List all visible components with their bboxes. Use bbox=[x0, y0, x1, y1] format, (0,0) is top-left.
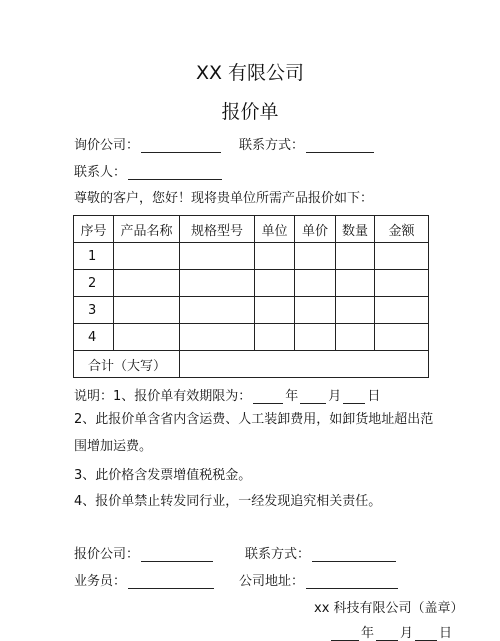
table-cell[interactable] bbox=[295, 324, 336, 351]
salesperson-label: 业务员： bbox=[74, 574, 127, 589]
table-cell[interactable] bbox=[336, 324, 375, 351]
table-cell[interactable] bbox=[295, 243, 336, 270]
table-cell[interactable] bbox=[255, 270, 295, 297]
footer-date-line bbox=[329, 622, 452, 641]
table-cell[interactable] bbox=[114, 270, 180, 297]
table-cell[interactable] bbox=[114, 243, 180, 270]
footer-year-blank[interactable] bbox=[331, 626, 359, 641]
table-cell[interactable] bbox=[255, 324, 295, 351]
footer-contact-method-blank[interactable] bbox=[312, 547, 396, 562]
table-row bbox=[74, 297, 429, 324]
inquiry-company-line bbox=[74, 134, 223, 153]
inquiry-contact-method-label: 联系方式： bbox=[239, 138, 305, 153]
inquiry-contact-method-line bbox=[239, 134, 376, 153]
company-address-label: 公司地址： bbox=[239, 574, 305, 589]
table-row bbox=[74, 270, 429, 297]
header-cell-product-name: 产品名称 bbox=[114, 216, 180, 243]
table-cell[interactable] bbox=[180, 243, 255, 270]
validity-day-blank[interactable] bbox=[343, 389, 365, 404]
table-cell[interactable] bbox=[375, 243, 429, 270]
note-item-2: 2、此报价单含省内含运费、人工装卸费用，如卸货地址超出范围增加运费。 bbox=[74, 412, 434, 454]
table-row bbox=[74, 243, 429, 270]
inquiry-contact-person-label: 联系人： bbox=[74, 165, 127, 180]
footer-contact-method-line bbox=[245, 543, 398, 562]
table-cell[interactable] bbox=[180, 270, 255, 297]
quote-company-line bbox=[74, 543, 215, 562]
row-index-cell: 1 bbox=[74, 243, 114, 270]
table-cell[interactable] bbox=[375, 297, 429, 324]
table-cell[interactable] bbox=[295, 270, 336, 297]
header-cell-index: 序号 bbox=[74, 216, 114, 243]
row-index-cell: 3 bbox=[74, 297, 114, 324]
header-cell-unit: 单位 bbox=[255, 216, 295, 243]
footer-contact-method-label: 联系方式： bbox=[245, 547, 311, 562]
table-cell[interactable] bbox=[114, 297, 180, 324]
salesperson-blank[interactable] bbox=[128, 574, 214, 589]
footer-month-label: 月 bbox=[400, 626, 414, 641]
seal-text: xx 科技有限公司（盖章） bbox=[314, 601, 464, 616]
table-cell[interactable] bbox=[375, 324, 429, 351]
validity-month-blank[interactable] bbox=[300, 389, 326, 404]
table-cell[interactable] bbox=[295, 297, 336, 324]
validity-note-prefix: 说明：1、报价单有效期限为： bbox=[74, 389, 252, 404]
note-item-3: 3、此价格含发票增值税税金。 bbox=[74, 468, 252, 483]
table-row bbox=[74, 324, 429, 351]
greeting-text: 尊敬的客户，您好！现将贵单位所需产品报价如下： bbox=[74, 191, 374, 206]
validity-year-label: 年 bbox=[285, 389, 299, 404]
table-cell[interactable] bbox=[375, 270, 429, 297]
quote-company-blank[interactable] bbox=[141, 547, 213, 562]
company-address-blank[interactable] bbox=[306, 574, 398, 589]
validity-day-label: 日 bbox=[367, 389, 381, 404]
inquiry-company-blank[interactable] bbox=[141, 138, 221, 153]
table-cell[interactable] bbox=[114, 324, 180, 351]
footer-year-label: 年 bbox=[361, 626, 375, 641]
quote-table bbox=[73, 215, 429, 378]
row-index-cell: 4 bbox=[74, 324, 114, 351]
table-cell[interactable] bbox=[255, 243, 295, 270]
table-cell[interactable] bbox=[336, 297, 375, 324]
footer-day-label: 日 bbox=[439, 626, 453, 641]
header-cell-unit-price: 单价 bbox=[295, 216, 336, 243]
note-item-4: 4、报价单禁止转发同行业，一经发现追究相关责任。 bbox=[74, 494, 382, 509]
row-index-cell: 2 bbox=[74, 270, 114, 297]
table-cell[interactable] bbox=[180, 324, 255, 351]
table-total-row bbox=[74, 351, 429, 378]
header-cell-spec: 规格型号 bbox=[180, 216, 255, 243]
validity-month-label: 月 bbox=[328, 389, 342, 404]
inquiry-contact-person-blank[interactable] bbox=[128, 165, 222, 180]
table-cell[interactable] bbox=[180, 297, 255, 324]
inquiry-contact-person-line bbox=[74, 161, 224, 180]
company-address-line bbox=[239, 570, 400, 589]
document-title: 报价单 bbox=[221, 101, 279, 123]
validity-year-blank[interactable] bbox=[253, 389, 283, 404]
inquiry-contact-method-blank[interactable] bbox=[306, 138, 374, 153]
footer-day-blank[interactable] bbox=[415, 626, 437, 641]
total-value-cell[interactable] bbox=[180, 351, 429, 378]
table-cell[interactable] bbox=[336, 270, 375, 297]
total-label-cell: 合计（大写） bbox=[74, 351, 180, 378]
validity-note bbox=[74, 385, 380, 404]
table-cell[interactable] bbox=[255, 297, 295, 324]
header-cell-quantity: 数量 bbox=[336, 216, 375, 243]
quote-company-label: 报价公司： bbox=[74, 547, 140, 562]
company-name: XX 有限公司 bbox=[195, 62, 305, 84]
table-header-row bbox=[74, 216, 429, 243]
footer-month-blank[interactable] bbox=[376, 626, 398, 641]
header-cell-amount: 金额 bbox=[375, 216, 429, 243]
inquiry-company-label: 询价公司： bbox=[74, 138, 140, 153]
salesperson-line bbox=[74, 570, 216, 589]
table-cell[interactable] bbox=[336, 243, 375, 270]
